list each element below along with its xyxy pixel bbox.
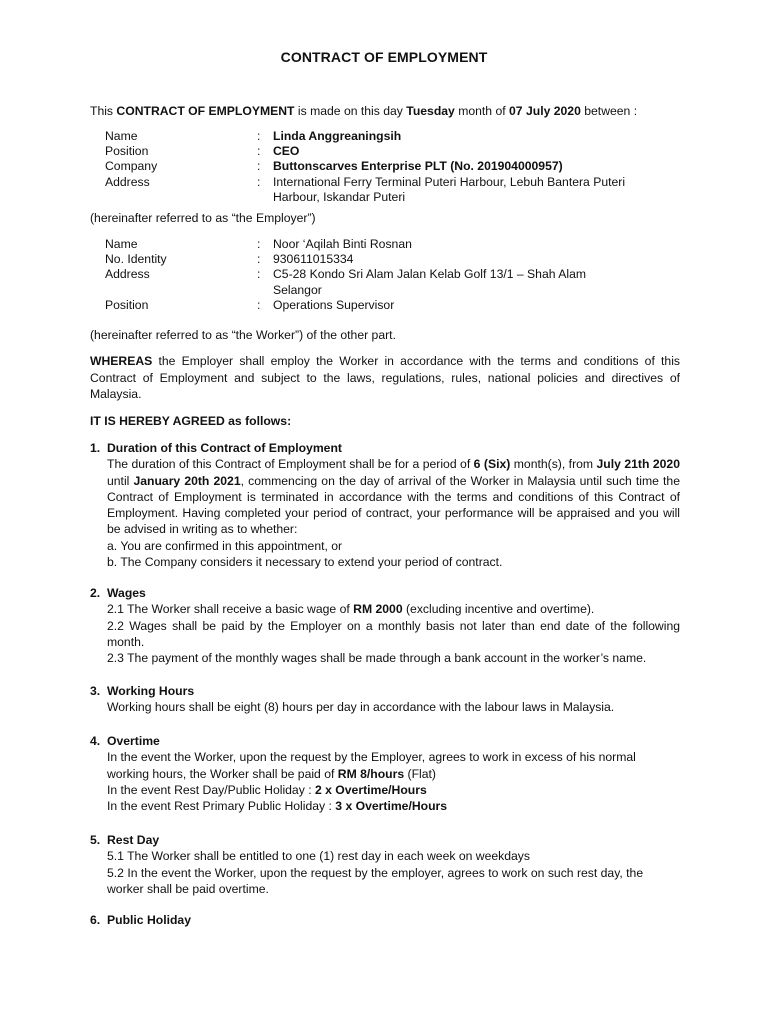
section-heading — [90, 440, 680, 456]
body-text: , commencing on the day of arrival of the Worker in Malaysia until such time the Contract of Employment is terminated in accordance with the terms and conditions of this Contract of Employment. Having completed your period of contract, your performance will be appraised and you will be advised in writing as to whether: — [107, 473, 680, 537]
employer-address-row — [105, 175, 705, 205]
employer-details — [105, 129, 705, 205]
whereas-paragraph — [90, 353, 680, 403]
section-number: 3. — [90, 684, 101, 698]
body-text: In the event the Worker, upon the request by the Employer, agrees to work in excess of his normal working hours, the Worker shall be paid of — [107, 750, 636, 781]
field-label: Name — [105, 237, 138, 251]
section-body: Working hours shall be eight (8) hours per day in accordance with the labour laws in Malaysia. — [107, 700, 615, 715]
start-date: July 21th 2020 — [596, 457, 680, 472]
section-number: 4. — [90, 734, 101, 748]
section-heading — [90, 832, 680, 848]
basic-wage: RM 2000 — [353, 602, 403, 617]
section-title: Public Holiday — [107, 913, 191, 927]
whereas-text: the Employer shall employ the Worker in accordance with the terms and conditions of this Contract of Employment and subject to the laws, regulations, rules, national policies and directives of Malaysia. — [90, 354, 680, 401]
worker-name-row — [105, 237, 705, 252]
section-wages — [90, 585, 680, 666]
section-title: Overtime — [107, 734, 160, 748]
section-number: 6. — [90, 913, 101, 927]
section-number: 1. — [90, 441, 101, 455]
section-rest-day — [90, 832, 680, 897]
section-title: Wages — [107, 586, 146, 600]
employer-referred: (hereinafter referred to as “the Employer”) — [90, 211, 316, 225]
employer-position-row — [105, 144, 705, 159]
field-label: No. Identity — [105, 252, 167, 267]
body-text: In the event Rest Day/Public Holiday : — [107, 782, 315, 797]
option-b: b. The Company considers it necessary to extend your period of contract. — [107, 555, 503, 570]
employer-name-row — [105, 129, 705, 144]
field-colon: : — [257, 237, 261, 251]
intro-text: This — [90, 104, 117, 118]
worker-name: Noor ‘Aqilah Binti Rosnan — [273, 237, 412, 251]
worker-identity-row — [105, 252, 705, 267]
employer-company: Buttonscarves Enterprise PLT (No. 201904000957) — [273, 159, 563, 174]
section-heading — [90, 683, 680, 699]
primary-holiday-rate: 3 x Overtime/Hours — [335, 799, 448, 814]
field-label: Name — [105, 129, 138, 143]
worker-address-row — [105, 267, 705, 297]
rest-day-clause-2: 5.2 In the event the Worker, upon the request by the employer, agrees to work on such rest day, the worker shall be paid overtime. — [107, 865, 644, 896]
worker-position-row — [105, 298, 705, 313]
agreed-heading: IT IS HEREBY AGREED as follows: — [90, 414, 292, 428]
intro-text: is made on this day — [294, 104, 407, 118]
field-label: Address — [105, 174, 150, 189]
intro-paragraph — [90, 103, 680, 119]
intro-day: Tuesday — [406, 104, 455, 118]
field-colon: : — [257, 159, 261, 174]
intro-date: 07 July 2020 — [509, 104, 581, 118]
field-colon: : — [257, 252, 261, 267]
field-label: Address — [105, 267, 150, 282]
wages-clause-1 — [90, 601, 680, 617]
whereas-label: WHEREAS — [90, 354, 153, 368]
section-overtime — [90, 733, 680, 814]
field-label: Position — [105, 297, 149, 312]
section-heading — [90, 733, 680, 749]
section-title: Duration of this Contract of Employment — [107, 441, 342, 455]
wages-clause-3: 2.3 The payment of the monthly wages shall be made through a bank account in the worker’s name. — [107, 651, 647, 666]
field-colon: : — [257, 144, 261, 159]
end-date: January 20th 2021 — [133, 473, 241, 488]
field-colon: : — [257, 297, 261, 312]
worker-referred: (hereinafter referred to as “the Worker”) of the other part. — [90, 328, 396, 342]
worker-identity: 930611015334 — [273, 252, 354, 267]
overtime-rest-day — [90, 782, 680, 798]
intro-contract-label: CONTRACT OF EMPLOYMENT — [116, 104, 295, 118]
body-text: 2.1 The Worker shall receive a basic wage of — [107, 602, 354, 617]
body-text: until — [107, 473, 134, 488]
section-title: Working Hours — [107, 684, 195, 698]
body-text: In the event Rest Primary Public Holiday : — [107, 799, 336, 814]
field-colon: : — [257, 174, 261, 189]
section-body — [90, 749, 667, 782]
section-title: Rest Day — [107, 833, 160, 847]
section-number: 2. — [90, 586, 101, 600]
employer-position: CEO — [273, 144, 300, 159]
rest-day-rate: 2 x Overtime/Hours — [314, 782, 427, 797]
section-heading — [90, 912, 680, 928]
field-colon: : — [257, 267, 261, 282]
body-text: (Flat) — [404, 766, 436, 781]
field-label: Company — [105, 159, 158, 174]
wages-clause-2: 2.2 Wages shall be paid by the Employer on a monthly basis not later than end date of the following month. — [107, 618, 680, 649]
section-body — [90, 456, 680, 537]
field-label: Position — [105, 144, 149, 159]
section-working-hours — [90, 683, 680, 716]
field-colon: : — [257, 129, 261, 143]
employer-address: International Ferry Terminal Puteri Harbour, Lebuh Bantera Puteri Harbour, Iskandar Puteri — [273, 174, 626, 204]
section-public-holiday — [90, 912, 680, 928]
body-text: (excluding incentive and overtime). — [402, 602, 595, 617]
intro-text: between : — [580, 104, 638, 118]
body-text: month(s), from — [510, 457, 597, 472]
option-a: a. You are confirmed in this appointment, or — [107, 538, 343, 553]
worker-details — [105, 237, 705, 313]
document-title: CONTRACT OF EMPLOYMENT — [280, 49, 488, 65]
overtime-primary-holiday — [90, 798, 680, 814]
worker-address: C5-28 Kondo Sri Alam Jalan Kelab Golf 13/1 – Shah Alam Selangor — [273, 267, 586, 297]
section-heading — [90, 585, 680, 601]
employer-name: Linda Anggreaningsih — [273, 129, 402, 143]
overtime-rate: RM 8/hours — [337, 766, 405, 781]
section-number: 5. — [90, 833, 101, 847]
worker-position: Operations Supervisor — [273, 297, 395, 312]
intro-text: month of — [454, 104, 510, 118]
section-duration — [90, 440, 680, 570]
rest-day-clause-1: 5.1 The Worker shall be entitled to one (1) rest day in each week on weekdays — [107, 849, 530, 864]
body-text: The duration of this Contract of Employment shall be for a period of — [107, 457, 474, 472]
contract-period: 6 (Six) — [473, 457, 511, 472]
employer-company-row — [105, 159, 705, 174]
